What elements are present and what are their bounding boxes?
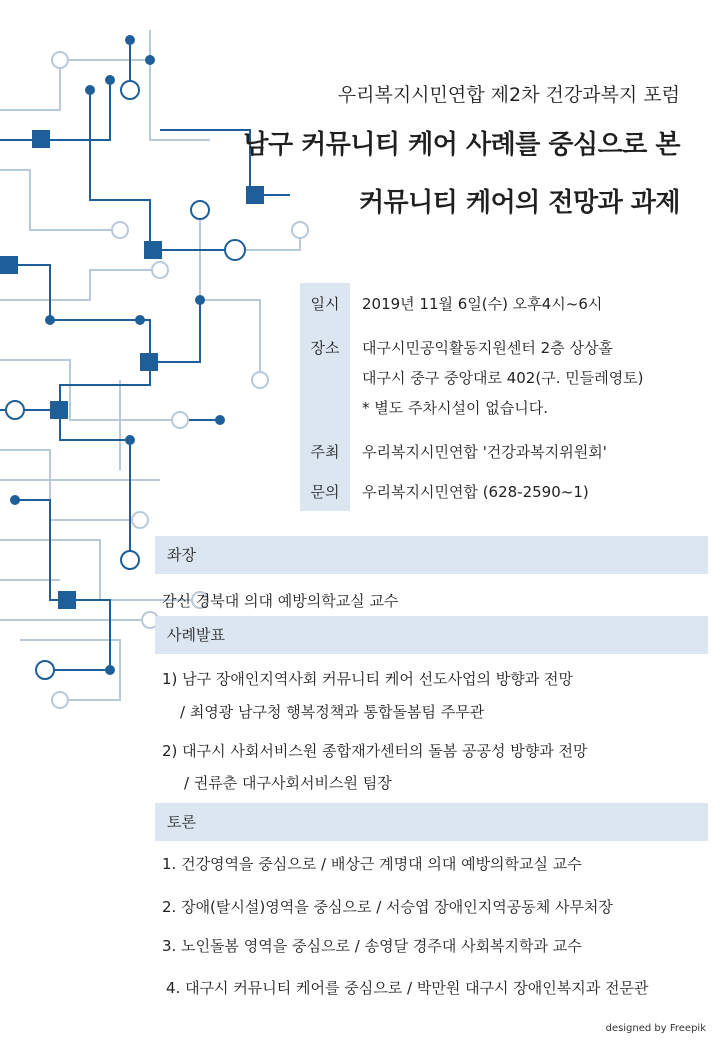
- place-line1: 대구시민공익활동지원센터 2층 상상홀: [362, 339, 613, 357]
- forum-subtitle: 우리복지시민연합 제2차 건강과복지 포럼: [337, 84, 680, 106]
- date-value: 2019년 11월 6일(수) 오후4시~6시: [362, 295, 603, 313]
- discussion-item-2: 2. 장애(탈시설)영역을 중심으로 / 서승엽 장애인지역공동체 사무처장: [162, 898, 613, 916]
- date-label: 일시: [310, 295, 340, 313]
- case-2-presenter: / 권류춘 대구사회서비스원 팀장: [184, 774, 392, 792]
- cases-heading: 사례발표: [155, 616, 708, 654]
- place-label: 장소: [310, 339, 340, 357]
- chair-person: 감신 경북대 의대 예방의학교실 교수: [162, 592, 399, 610]
- host-label: 주최: [310, 443, 340, 461]
- case-1-title: 1) 남구 장애인지역사회 커뮤니티 케어 선도사업의 방향과 전망: [162, 670, 574, 688]
- host-value: 우리복지시민연합 '건강과복지위원회': [362, 443, 607, 461]
- discussion-item-4: 4. 대구시 커뮤니티 케어를 중심으로 / 박만원 대구시 장애인복지과 전문관: [166, 979, 649, 997]
- discussion-item-1: 1. 건강영역을 중심으로 / 배상근 계명대 의대 예방의학교실 교수: [162, 855, 582, 873]
- place-line2: 대구시 중구 중앙대로 402(구. 민들레영토): [362, 369, 644, 387]
- place-note: * 별도 주차시설이 없습니다.: [362, 399, 548, 417]
- contact-value: 우리복지시민연합 (628-2590~1): [362, 483, 589, 501]
- forum-title-line2: 커뮤니티 케어의 전망과 과제: [358, 188, 680, 218]
- case-1-presenter: / 최영광 남구청 행복정책과 통합돌봄팀 주무관: [180, 703, 485, 721]
- info-label-band: [300, 283, 350, 511]
- chair-heading: 좌장: [155, 536, 708, 574]
- case-2-title: 2) 대구시 사회서비스원 종합재가센터의 돌봄 공공성 방향과 전망: [162, 742, 588, 760]
- circuit-decoration: [0, 0, 420, 720]
- design-credit: designed by Freepik: [605, 1023, 706, 1034]
- contact-label: 문의: [310, 483, 340, 501]
- discussion-heading: 토론: [155, 803, 708, 841]
- forum-title-line1: 남구 커뮤니티 케어 사례를 중심으로 본: [243, 130, 680, 160]
- discussion-item-3: 3. 노인돌봄 영역을 중심으로 / 송영달 경주대 사회복지학과 교수: [162, 937, 582, 955]
